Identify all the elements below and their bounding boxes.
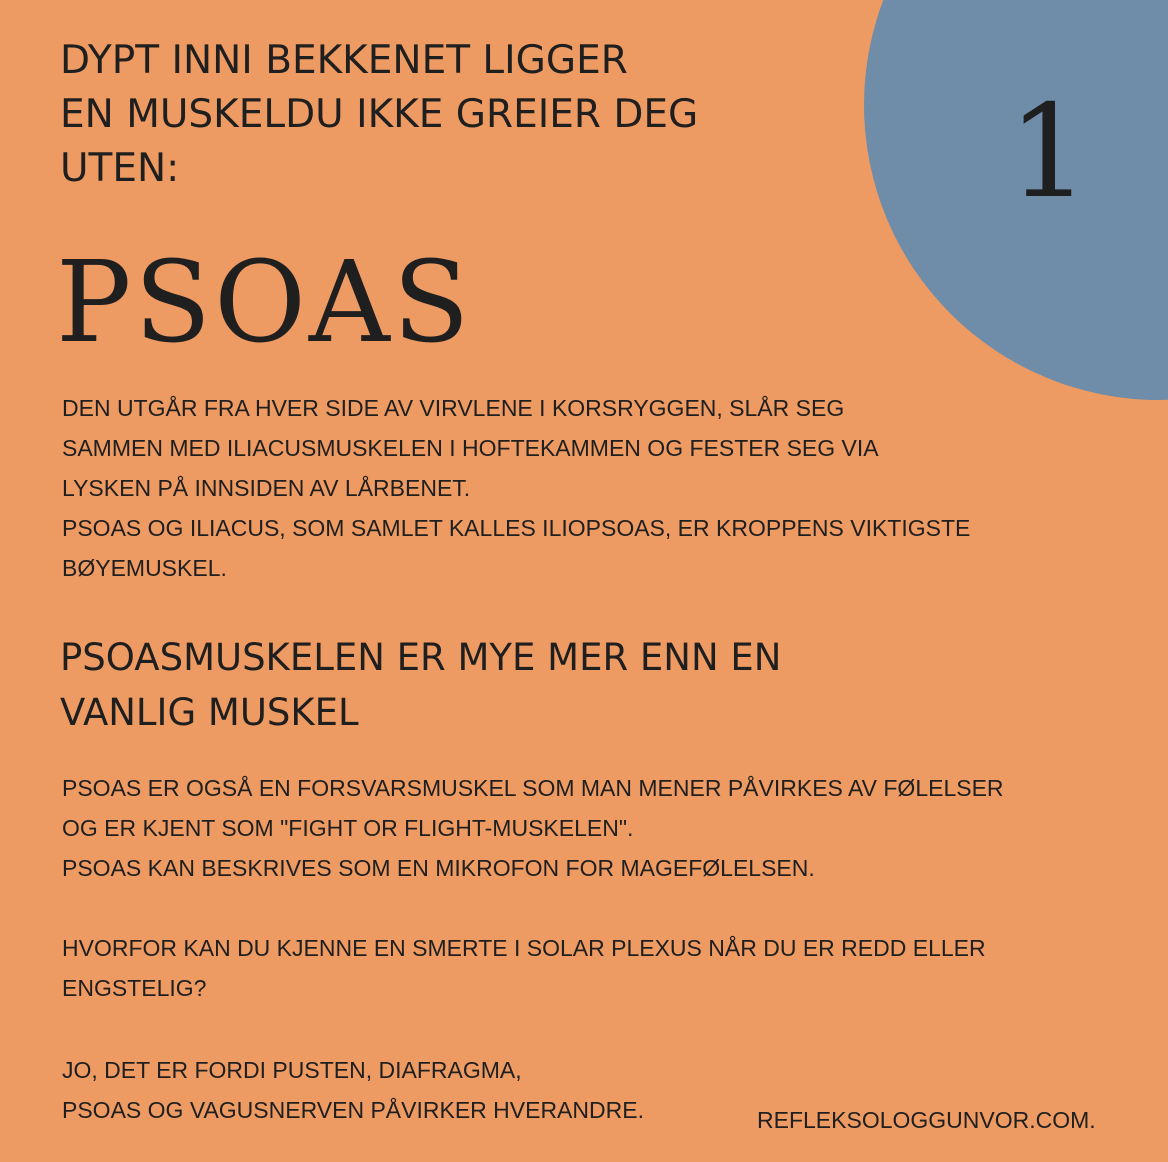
intro-heading: DYPT INNI BEKKENET LIGGER EN MUSKELDU IKKE GREIER DEG UTEN: <box>60 38 699 191</box>
answer-paragraph: JO, DET ER FORDI PUSTEN, DIAFRAGMA, PSOAS OG VAGUSNERVEN PÅVIRKER HVERANDRE. <box>62 1057 644 1123</box>
main-title: PSOAS <box>56 238 473 368</box>
page-number: 1 <box>1008 78 1090 227</box>
anatomy-paragraph: DEN UTGÅR FRA HVER SIDE AV VIRVLENE I KORSRYGGEN, SLÅR SEG SAMMEN MED ILIACUSMUSKELEN I HOFTEKAMMEN OG FESTER SEG VIA LYSKEN PÅ INNSIDEN AV LÅRBENET. PSOAS OG ILIACUS, SOM SAMLET KALLES ILIOPSOAS, ER KROPPENS VIKTIGSTE BØYEMUSKEL. <box>62 395 971 581</box>
section-heading: PSOASMUSKELEN ER MYE MER ENN EN VANLIG MUSKEL <box>60 636 782 734</box>
emotion-paragraph: PSOAS ER OGSÅ EN FORSVARSMUSKEL SOM MAN MENER PÅVIRKES AV FØLELSER OG ER KJENT SOM "FIGHT OR FLIGHT-MUSKELEN". PSOAS KAN BESKRIVES SOM EN MIKROFON FOR MAGEFØLELSEN. <box>62 775 1004 881</box>
website-link[interactable]: REFLEKSOLOGGUNVOR.COM. <box>757 1107 1096 1133</box>
question-paragraph: HVORFOR KAN DU KJENNE EN SMERTE I SOLAR PLEXUS NÅR DU ER REDD ELLER ENGSTELIG? <box>62 935 986 1001</box>
